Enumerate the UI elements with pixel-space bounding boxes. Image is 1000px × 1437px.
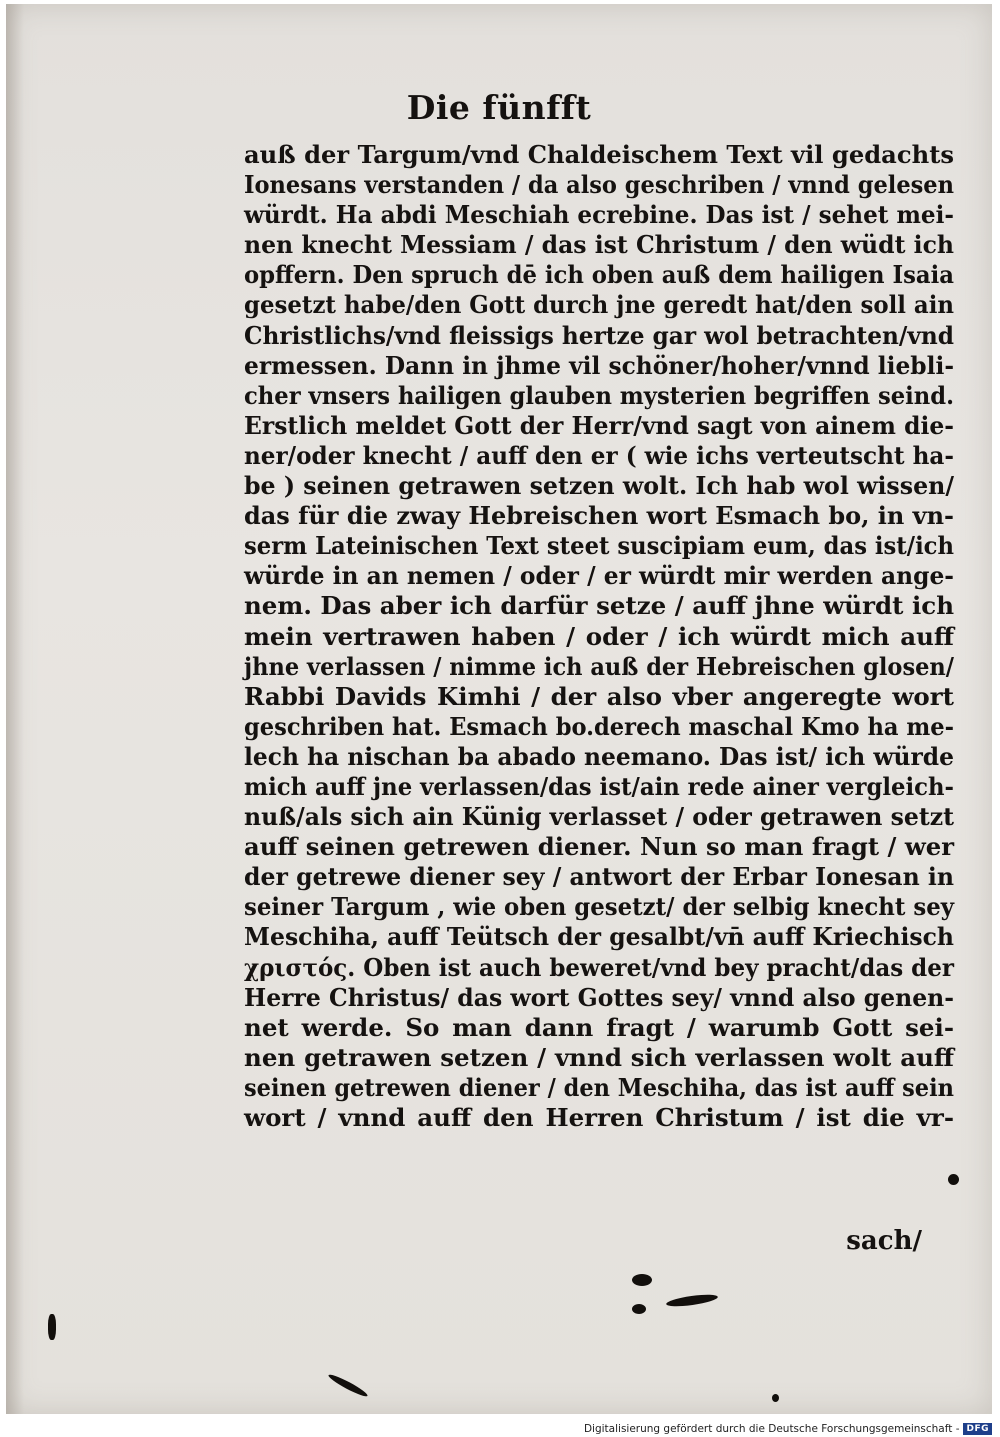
text-line: opffern. Den spruch dē ich oben auß dem hailigen Isaia: [244, 260, 954, 290]
ink-mark: [48, 1314, 56, 1340]
text-line: auß der Targum/vnd Chaldeischem Text vil gedachts: [244, 140, 954, 169]
page-spine-shadow: [6, 4, 24, 1414]
text-line: ermessen. Dann in jhme vil schöner/hoher/vnnd liebli-: [244, 350, 954, 380]
ink-mark: [327, 1372, 369, 1399]
text-line: seinen getrewen diener / den Meschiha, das ist auff sein: [244, 1072, 954, 1102]
text-line: der getrewe diener sey / antwort der Erbar Ionesan in: [244, 862, 954, 892]
catchword: sach/: [846, 1226, 922, 1256]
ink-mark: [632, 1304, 646, 1314]
text-line: würde in an nemen / oder / er würdt mir werden ange-: [244, 561, 954, 591]
text-line: wort / vnnd auff den Herren Christum / ist die vr-: [244, 1103, 954, 1132]
dfg-logo: DFG: [963, 1423, 992, 1435]
text-line: cher vnsers hailigen glauben mysterien begriffen seind.: [244, 380, 954, 410]
text-line: seiner Targum , wie oben gesetzt/ der selbig knecht sey: [244, 892, 954, 922]
text-line: ner/oder knecht / auff den er ( wie ichs verteutscht ha-: [244, 440, 954, 470]
text-line: mein vertrawen haben / oder / ich würdt mich auff: [244, 621, 954, 651]
digitization-footer: [0, 1420, 1000, 1437]
footer-credit-text: Digitalisierung gefördert durch die Deutsche Forschungsgemeinschaft -: [583, 1422, 960, 1435]
paper-sheet: [6, 4, 992, 1414]
text-line: jhne verlassen / nimme ich auß der Hebreischen glosen/: [244, 651, 954, 681]
ink-mark: [772, 1394, 779, 1402]
text-line: be ) seinen getrawen setzen wolt. Ich hab wol wissen/: [244, 471, 954, 501]
text-line: mich auff jne verlassen/das ist/ain rede ainer vergleich-: [244, 771, 954, 801]
text-line: Herre Christus/ das wort Gottes sey/ vnnd also genen-: [244, 982, 954, 1012]
text-line: nuß/als sich ain Künig verlasset / oder getrawen setzt: [244, 802, 954, 832]
text-line: nem. Das aber ich darfür setze / auff jhne würdt ich: [244, 591, 954, 621]
text-line: würdt. Ha abdi Meschiah ecrebine. Das ist / sehet mei-: [244, 200, 954, 230]
ink-mark: [632, 1274, 652, 1286]
text-line: net werde. So man dann fragt / warumb Gott sei-: [244, 1012, 954, 1042]
text-line: nen getrawen setzen / vnnd sich verlassen wolt auff: [244, 1042, 954, 1072]
text-line: das für die zway Hebreischen wort Esmach bo, in vn-: [244, 501, 954, 531]
text-line: Christlichs/vnd fleissigs hertze gar wol betrachten/vnd: [244, 320, 954, 350]
text-line: serm Lateinischen Text steet suscipiam eum, das ist/ich: [244, 531, 954, 561]
text-line: χριστός. Oben ist auch beweret/vnd bey pracht/das der: [244, 952, 954, 982]
ink-mark: [948, 1174, 959, 1185]
ink-mark: [666, 1292, 719, 1308]
page-header: Die fünfft: [406, 88, 592, 127]
body-text: [244, 140, 954, 1133]
text-line: geschriben hat. Esmach bo.derech maschal Kmo ha me-: [244, 711, 954, 741]
text-line: Rabbi Davids Kimhi / der also vber angeregte wort: [244, 681, 954, 711]
text-line: Erstlich meldet Gott der Herr/vnd sagt von ainem die-: [244, 410, 954, 440]
text-line: Meschiha, auff Teütsch der gesalbt/vn̄ auff Kriechisch: [244, 922, 954, 952]
text-line: lech ha nischan ba abado neemano. Das ist/ ich würde: [244, 741, 954, 771]
text-line: nen knecht Messiam / das ist Christum / den wüdt ich: [244, 230, 954, 260]
text-line: gesetzt habe/den Gott durch jne geredt hat/den soll ain: [244, 290, 954, 320]
text-line: Ionesans verstanden / da also geschriben / vnnd gelesen: [244, 170, 954, 200]
text-line: auff seinen getrewen diener. Nun so man fragt / wer: [244, 832, 954, 862]
